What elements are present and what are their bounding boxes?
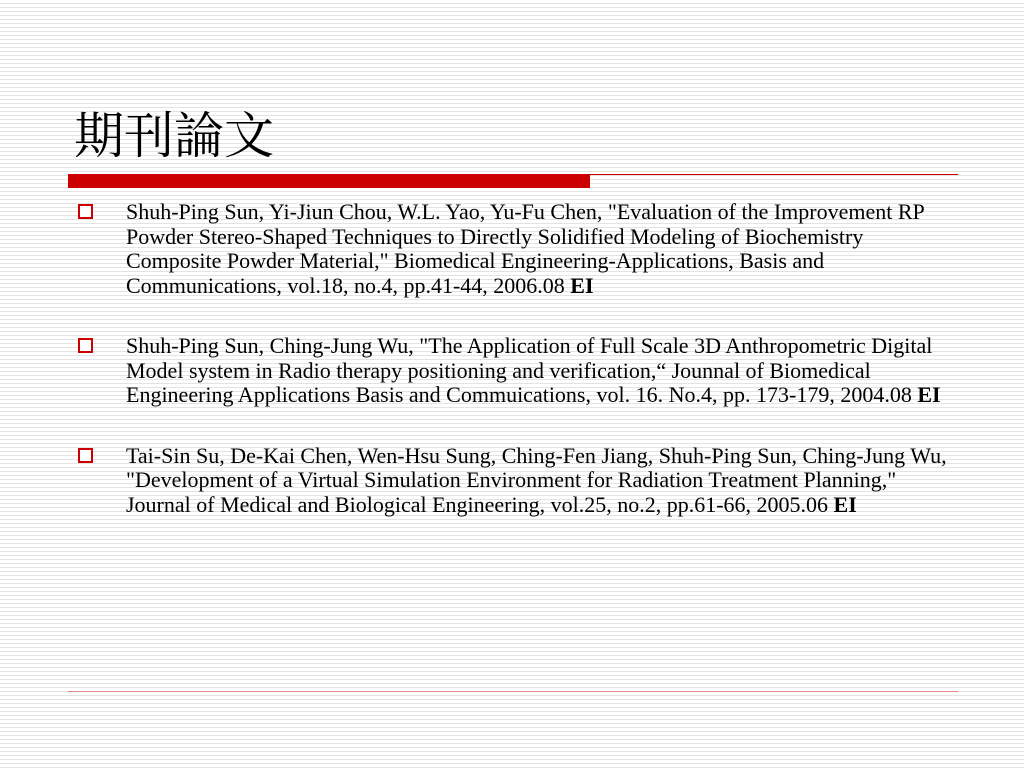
- title-underline: [68, 174, 958, 188]
- reference-item: [76, 334, 956, 408]
- index-tag: EI: [917, 382, 941, 407]
- slide-title: 期刊論文: [74, 107, 274, 165]
- title-red-bar: [68, 174, 590, 188]
- hollow-square-bullet-icon: [78, 338, 93, 353]
- footer-divider: [68, 691, 958, 692]
- index-tag: EI: [833, 491, 857, 517]
- reference-item: [76, 200, 956, 298]
- title-thin-line: [590, 174, 958, 175]
- reference-text: Shuh-Ping Sun, Ching-Jung Wu, "The Application of Full Scale 3D Anthropometric Digital Model system in Radio therapy positioning and verification,“ Jounnal of Biomedical Engineering Applications Basis and Commuications, vol. 16. No.4, pp. 173-179, 2004.08: [126, 333, 933, 407]
- reference-list: [76, 200, 956, 553]
- reference-text: Shuh-Ping Sun, Yi-Jiun Chou, W.L. Yao, Yu-Fu Chen, "Evaluation of the Improvement RP Powder Stereo-Shaped Techniques to Directly Solidified Modeling of Biochemistry Composite Powder Material," Biomedical Engineering-Applications, Basis and Communications, vol.18, no.4, pp.41-44, 2006.08: [126, 199, 924, 298]
- hollow-square-bullet-icon: [78, 204, 93, 219]
- hollow-square-bullet-icon: [78, 448, 93, 463]
- reference-item: [76, 444, 956, 518]
- reference-text: Tai-Sin Su, De-Kai Chen, Wen-Hsu Sung, Ching-Fen Jiang, Shuh-Ping Sun, Ching-Jung Wu, "Development of a Virtual Simulation Environment for Radiation Treatment Planning," Journal of Medical and Biological Engineering, vol.25, no.2, pp.61-66, 2005.06: [126, 442, 947, 517]
- index-tag: EI: [570, 272, 594, 298]
